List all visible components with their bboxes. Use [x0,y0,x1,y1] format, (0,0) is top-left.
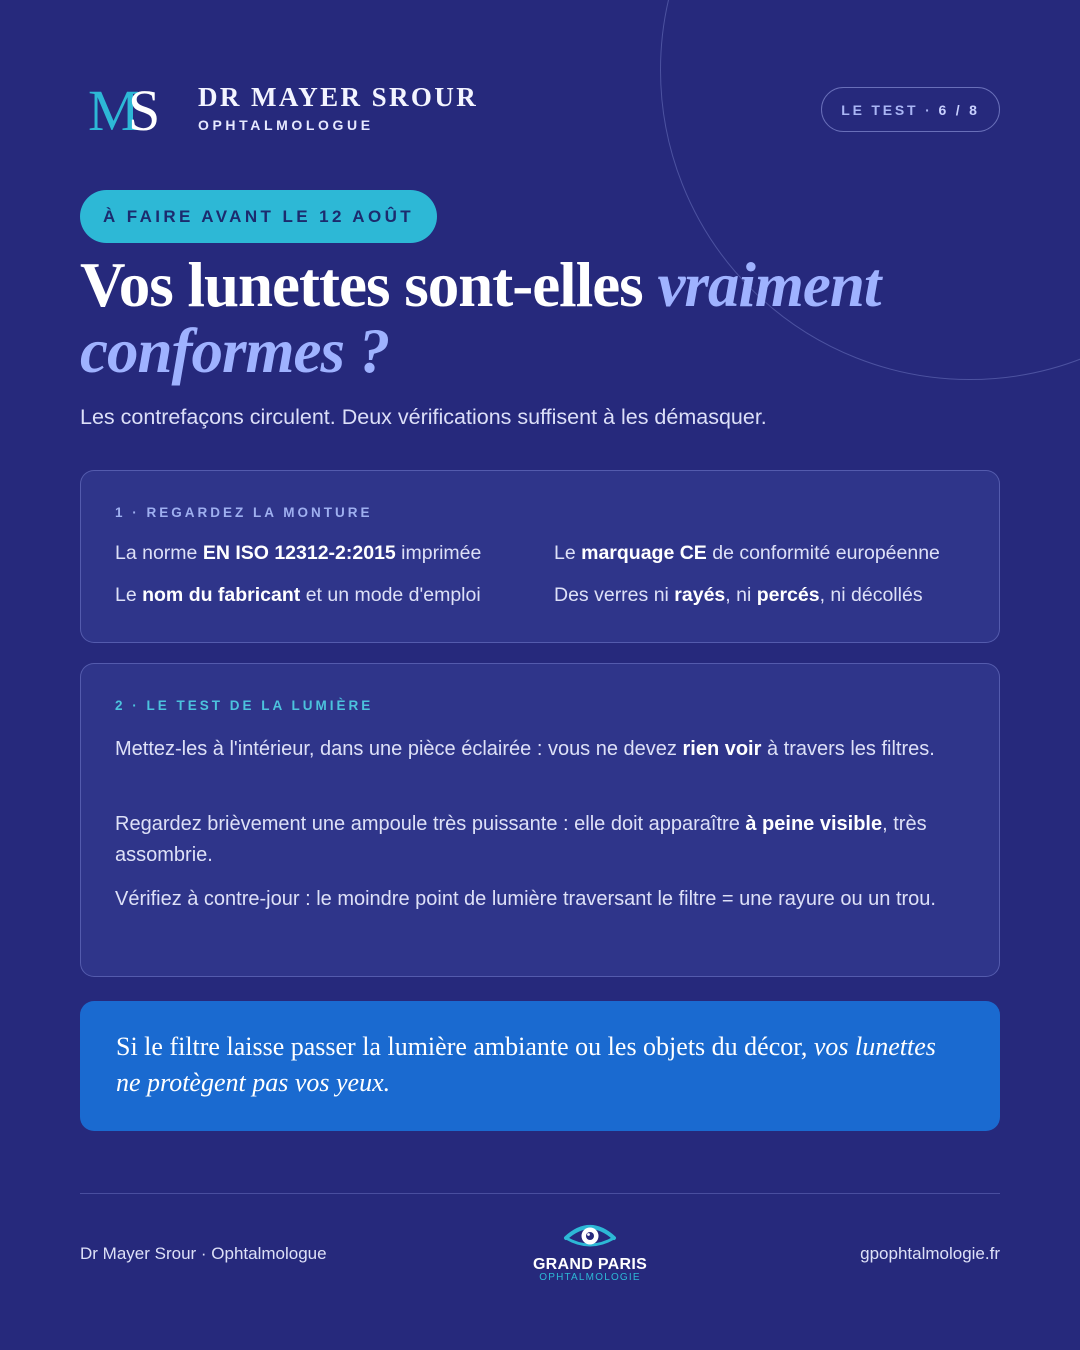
badge-prefix: LE TEST · [841,101,933,118]
callout-plain: Si le filtre laisse passer la lumière ambiante ou les objets du décor, [116,1032,814,1061]
step-text: Regardez brièvement une ampoule très puissante : elle doit apparaître [115,813,746,835]
footer-website[interactable]: gpophtalmologie.fr [860,1244,1000,1263]
logo-name: GRAND PARIS [532,1256,648,1273]
warning-callout [80,1001,1000,1131]
light-test-step [115,884,965,915]
step-bold: rien voir [682,738,762,760]
item-bold: nom du fabricant [142,584,301,606]
footer-author: Dr Mayer Srour · Ophtalmologue [80,1244,327,1263]
subtitle: Les contrefaçons circulent. Deux vérifications suffisent à les démasquer. [80,405,767,429]
eye-icon [558,1218,622,1254]
light-test-step [115,734,965,765]
check-frame-card [80,470,1000,643]
card-2-label: 2 · LE TEST DE LA LUMIÈRE [115,698,374,713]
list-item [115,584,481,607]
item-text: et un mode d'emploi [300,584,481,606]
item-text: imprimée [395,542,482,564]
page-title [80,252,1000,384]
step-text: Mettez-les à l'intérieur, dans une pièce éclairée : vous ne devez [115,738,683,760]
step-bold: à peine visible [745,813,883,835]
brand-name: DR MAYER SROUR [198,82,479,112]
callout-text [116,1029,956,1101]
svg-text:M: M [88,80,132,138]
step-text: Vérifiez à contre-jour : le moindre point de lumière traversant le filtre = une rayure ou un trou. [115,888,936,910]
item-text: , ni décollés [819,584,923,606]
footer-divider [80,1193,1000,1194]
badge-progress: 6 / 8 [938,101,980,118]
step-text: à travers les filtres. [761,738,935,760]
list-item [554,542,940,565]
light-test-step [115,809,965,871]
deadline-pill: À FAIRE AVANT LE 12 AOÛT [80,190,437,243]
title-italic: vraiment conformes ? [80,250,881,386]
grand-paris-logo [520,1218,660,1290]
item-bold: percés [756,584,820,606]
step-text: , très assombrie. [115,813,927,866]
item-bold: EN ISO 12312-2:2015 [202,542,396,564]
item-text: Le [554,542,582,564]
item-bold: rayés [674,584,726,606]
title-plain: Vos lunettes sont-elles [80,250,658,320]
ms-monogram-logo [88,80,172,138]
item-text: La norme [115,542,203,564]
item-text: Des verres ni [554,584,675,606]
brand-subtitle: OPHTALMOLOGUE [198,117,374,133]
card-1-label: 1 · REGARDEZ LA MONTURE [115,505,373,520]
test-progress-badge [821,87,1000,132]
header [80,80,1000,140]
svg-text:S: S [128,80,161,138]
item-bold: marquage CE [581,542,707,564]
light-test-card [80,663,1000,977]
list-item [554,584,923,607]
list-item [115,542,481,565]
item-text: Le [115,584,143,606]
item-text: de conformité européenne [706,542,940,564]
callout-italic: vos lunettes ne protègent pas vos yeux. [116,1032,936,1097]
logo-subtitle: OPHTALMOLOGIE [539,1272,641,1283]
item-text: , ni [725,584,757,606]
